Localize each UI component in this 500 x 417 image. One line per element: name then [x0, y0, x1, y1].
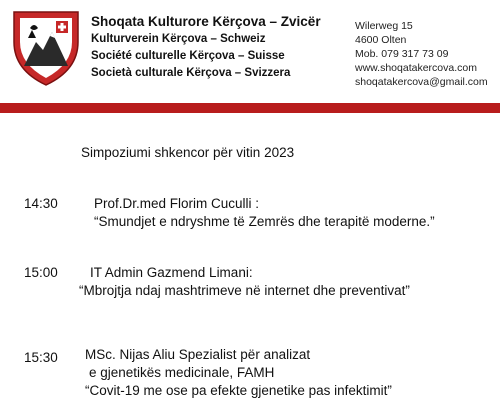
shield-logo-icon	[10, 8, 82, 88]
contact-city: 4600 Olten	[355, 34, 407, 46]
program-time: 14:30	[24, 196, 58, 211]
speaker-name: MSc. Nijas Aliu Spezialist për analizat	[85, 347, 311, 362]
contact-email[interactable]: shoqatakercova@gmail.com	[355, 76, 488, 88]
org-subtitle-german: Kulturverein Kërçova – Schweiz	[91, 33, 266, 45]
program-title: Simpoziumi shkencor për vitin 2023	[81, 145, 295, 160]
contact-street: Wilerweg 15	[355, 20, 413, 32]
org-subtitle-italian: Società culturale Kërçova – Svizzera	[91, 67, 291, 79]
contact-phone: Mob. 079 317 73 09	[355, 48, 449, 60]
talk-title: “Smundjet e ndryshme të Zemrës dhe terapitë moderne.”	[94, 214, 435, 229]
talk-title: “Mbrojtja ndaj mashtrimeve në internet dhe preventivat”	[79, 283, 410, 298]
speaker-credential: e gjenetikës medicinale, FAMH	[89, 365, 275, 380]
speaker-name: IT Admin Gazmend Limani:	[90, 265, 253, 280]
organization-name: Shoqata Kulturore Kërçova – Zvicër	[91, 14, 321, 29]
speaker-name: Prof.Dr.med Florim Cuculli :	[94, 196, 260, 211]
contact-website[interactable]: www.shoqatakercova.com	[355, 62, 477, 74]
talk-title: “Covit-19 me ose pa efekte gjenetike pas infektimit”	[85, 383, 392, 398]
header-divider	[0, 103, 500, 113]
program-time: 15:00	[24, 265, 58, 280]
org-subtitle-french: Société culturelle Kërçova – Suisse	[91, 50, 285, 62]
program-time: 15:30	[24, 350, 58, 365]
